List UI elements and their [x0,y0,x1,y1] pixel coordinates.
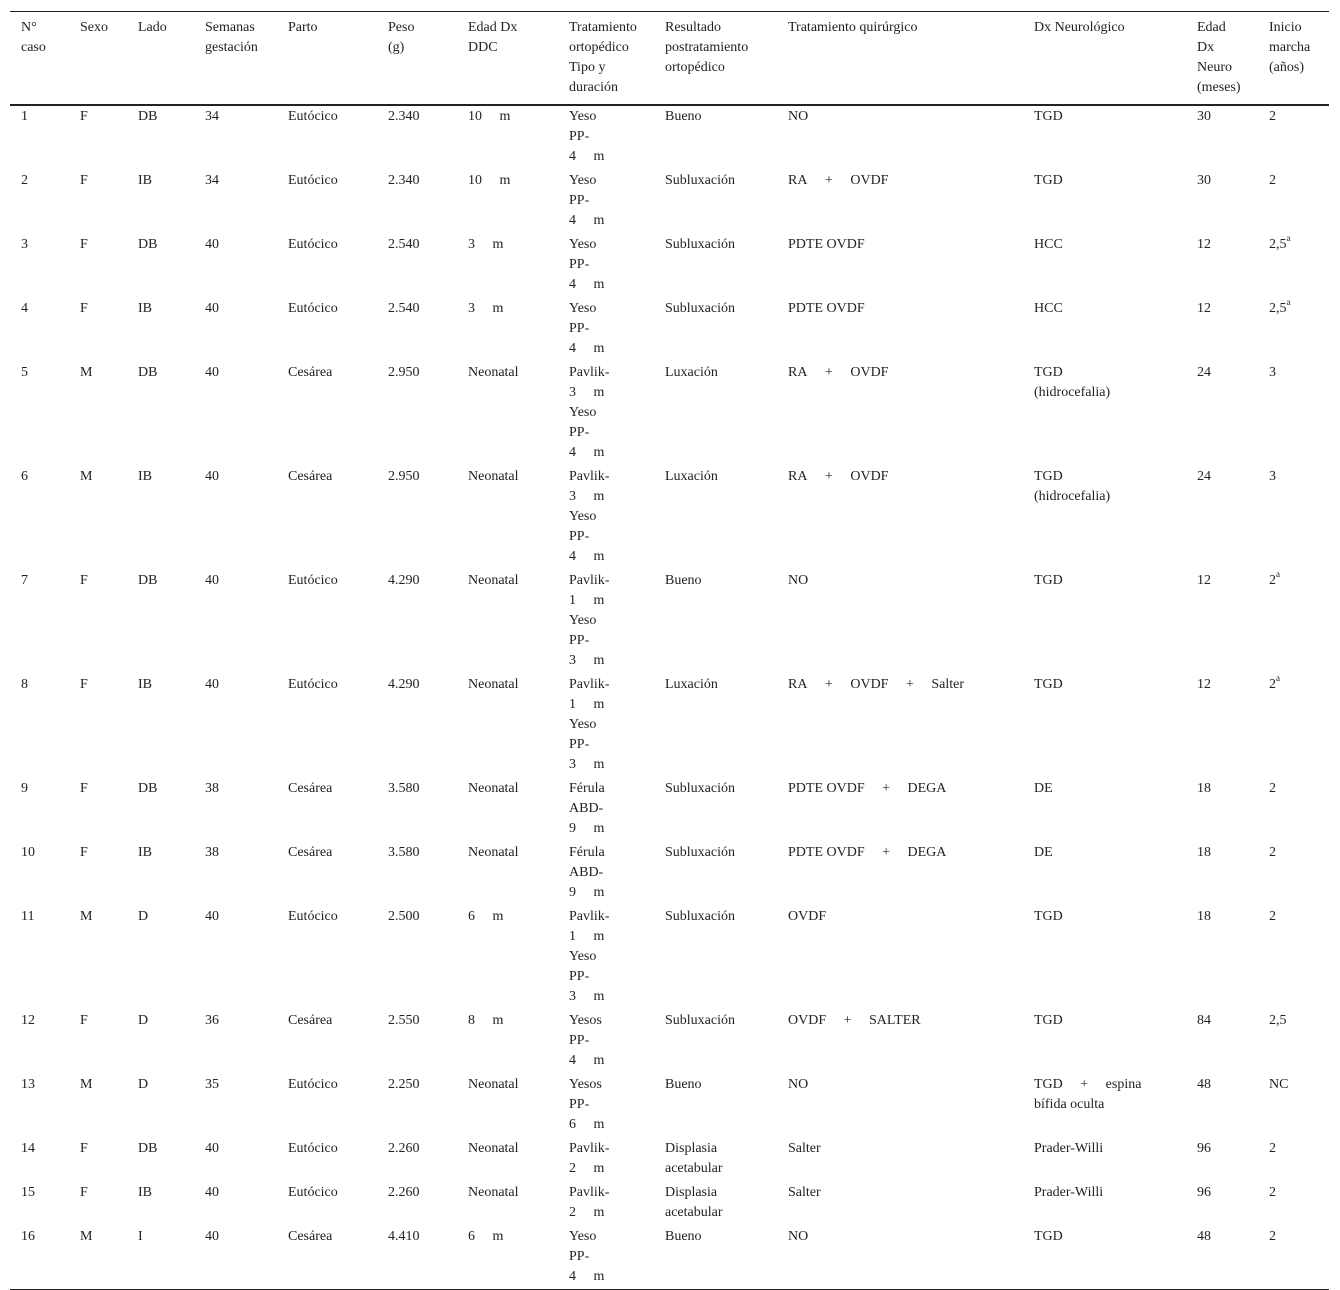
table-row [10,1225,1329,1290]
cell-parto: Eutócico [288,1077,338,1092]
cell-resultado: Subluxación [665,237,735,252]
cell-semanas: 34 [205,109,219,124]
table-row [10,1009,1329,1073]
footnote-marker: a [1276,673,1280,684]
col-header-peso: Peso (g) [388,20,415,55]
header-row [10,12,1329,106]
table-row [10,233,1329,297]
cell-edad-dx-neuro: 24 [1197,469,1211,484]
cell-resultado: Subluxación [665,173,735,188]
cell-tratamiento-ortopedico: Yeso PP- 4 m [569,237,605,292]
cell-parto: Eutócico [288,677,338,692]
cell-resultado: Bueno [665,109,702,124]
cell-tratamiento-quirurgico: RA + OVDF [788,173,889,188]
cell-inicio-marcha: 2 [1269,109,1276,124]
footnote-marker: a [1276,569,1280,580]
cell-peso: 3.580 [388,781,420,796]
table-row [10,297,1329,361]
cell-resultado: Luxación [665,677,718,692]
cell-tratamiento-quirurgico: OVDF + SALTER [788,1013,921,1028]
cell-lado: D [138,1077,149,1092]
cell-resultado: Bueno [665,573,702,588]
cell-caso: 3 [21,237,28,252]
cell-dx-neurologico: Prader-Willi [1034,1141,1104,1156]
cell-caso: 1 [21,109,28,124]
cell-dx-neurologico: TGD + espina bífida oculta [1034,1077,1142,1112]
cell-dx-neurologico: DE [1034,845,1053,860]
cell-sexo: F [80,1141,88,1156]
cell-inicio-marcha: 2,5 [1269,1013,1287,1028]
cell-edad-dx-ddc: 8 m [468,1013,504,1028]
cell-caso: 7 [21,573,28,588]
cell-peso: 2.250 [388,1077,420,1092]
cell-edad-dx-neuro: 12 [1197,301,1211,316]
cell-parto: Eutócico [288,301,338,316]
cell-resultado: Subluxación [665,909,735,924]
cell-lado: IB [138,173,152,188]
cell-semanas: 40 [205,237,219,252]
table-row [10,777,1329,841]
cell-edad-dx-neuro: 96 [1197,1141,1211,1156]
cell-lado: DB [138,781,158,796]
cell-edad-dx-neuro: 84 [1197,1013,1211,1028]
table-row [10,569,1329,673]
cell-tratamiento-quirurgico: PDTE OVDF + DEGA [788,781,947,796]
cell-tratamiento-quirurgico: PDTE OVDF [788,301,865,316]
cell-caso: 13 [21,1077,35,1092]
cell-tratamiento-ortopedico: Pavlik- 1 m Yeso PP- 3 m [569,909,610,1004]
cell-lado: D [138,1013,149,1028]
cell-semanas: 38 [205,845,219,860]
cell-tratamiento-ortopedico: Férula ABD- 9 m [569,845,605,900]
table-container [10,11,1329,1290]
col-header-tratamiento-ortopedico: Tratamiento ortopédico Tipo y duración [569,20,637,95]
cell-dx-neurologico: TGD [1034,109,1063,124]
cell-semanas: 36 [205,1013,219,1028]
cell-parto: Cesárea [288,781,333,796]
cell-semanas: 38 [205,781,219,796]
cell-semanas: 40 [205,573,219,588]
table-row [10,841,1329,905]
cell-sexo: F [80,237,88,252]
cell-caso: 6 [21,469,28,484]
cell-parto: Eutócico [288,1141,338,1156]
cell-edad-dx-ddc: Neonatal [468,1077,519,1092]
cell-caso: 14 [21,1141,35,1156]
cell-peso: 2.340 [388,173,420,188]
cell-tratamiento-quirurgico: Salter [788,1141,821,1156]
col-header-caso: N° caso [21,20,46,55]
cell-dx-neurologico: DE [1034,781,1053,796]
col-header-resultado: Resultado postratamiento ortopédico [665,20,749,75]
cell-lado: IB [138,301,152,316]
cell-peso: 3.580 [388,845,420,860]
cell-caso: 5 [21,365,28,380]
cell-resultado: Bueno [665,1229,702,1244]
patient-table [10,11,1329,1290]
cell-semanas: 40 [205,1229,219,1244]
cell-caso: 8 [21,677,28,692]
cell-parto: Cesárea [288,365,333,380]
cell-lado: IB [138,677,152,692]
cell-dx-neurologico: TGD [1034,1229,1063,1244]
cell-dx-neurologico: TGD [1034,173,1063,188]
cell-resultado: Subluxación [665,845,735,860]
cell-tratamiento-quirurgico: NO [788,1077,809,1092]
cell-tratamiento-ortopedico: Yeso PP- 4 m [569,301,605,356]
cell-resultado: Bueno [665,1077,702,1092]
cell-semanas: 40 [205,909,219,924]
cell-inicio-marcha: 2,5$^a$ [1269,233,1291,252]
cell-sexo: F [80,781,88,796]
cell-semanas: 40 [205,1141,219,1156]
cell-edad-dx-ddc: 3 m [468,237,504,252]
cell-lado: DB [138,237,158,252]
cell-lado: DB [138,109,158,124]
cell-peso: 2.550 [388,1013,420,1028]
cell-tratamiento-quirurgico: NO [788,109,809,124]
cell-edad-dx-neuro: 48 [1197,1077,1211,1092]
cell-tratamiento-ortopedico: Yeso PP- 4 m [569,109,605,164]
cell-dx-neurologico: Prader-Willi [1034,1185,1104,1200]
cell-caso: 2 [21,173,28,188]
cell-dx-neurologico: TGD [1034,573,1063,588]
cell-edad-dx-neuro: 18 [1197,781,1211,796]
cell-parto: Cesárea [288,845,333,860]
cell-tratamiento-ortopedico: Pavlik- 1 m Yeso PP- 3 m [569,677,610,772]
cell-tratamiento-quirurgico: Salter [788,1185,821,1200]
cell-inicio-marcha: 2 [1269,1185,1276,1200]
cell-tratamiento-ortopedico: Yeso PP- 4 m [569,1229,605,1284]
cell-edad-dx-neuro: 30 [1197,173,1211,188]
cell-tratamiento-quirurgico: RA + OVDF + Salter [788,677,965,692]
col-header-sexo: Sexo [80,20,108,35]
cell-edad-dx-ddc: 10 m [468,109,511,124]
col-header-dx-neurologico: Dx Neurológico [1034,20,1125,35]
cell-edad-dx-neuro: 24 [1197,365,1211,380]
cell-edad-dx-ddc: 3 m [468,301,504,316]
cell-lado: DB [138,1141,158,1156]
cell-inicio-marcha: 2 [1269,173,1276,188]
cell-peso: 2.540 [388,301,420,316]
cell-peso: 2.950 [388,365,420,380]
cell-edad-dx-ddc: Neonatal [468,469,519,484]
cell-peso: 2.540 [388,237,420,252]
cell-edad-dx-ddc: Neonatal [468,845,519,860]
cell-parto: Cesárea [288,1229,333,1244]
cell-semanas: 40 [205,365,219,380]
cell-dx-neurologico: TGD [1034,1013,1063,1028]
cell-lado: DB [138,365,158,380]
cell-sexo: M [80,1229,93,1244]
cell-sexo: F [80,301,88,316]
table-row [10,465,1329,569]
cell-peso: 2.260 [388,1185,420,1200]
cell-dx-neurologico: TGD (hidrocefalia) [1034,469,1111,504]
cell-tratamiento-ortopedico: Yeso PP- 4 m [569,173,605,228]
cell-lado: IB [138,1185,152,1200]
cell-resultado: Displasia acetabular [665,1185,723,1220]
cell-lado: IB [138,469,152,484]
cell-tratamiento-quirurgico: NO [788,573,809,588]
cell-inicio-marcha: 2,5$^a$ [1269,297,1291,316]
cell-dx-neurologico: HCC [1034,301,1063,316]
cell-resultado: Luxación [665,365,718,380]
cell-inicio-marcha: 2 [1269,845,1276,860]
cell-inicio-marcha: 2 [1269,909,1276,924]
cell-tratamiento-quirurgico: OVDF [788,909,827,924]
cell-sexo: F [80,845,88,860]
col-header-tratamiento-quirurgico: Tratamiento quirúrgico [788,20,918,35]
cell-inicio-marcha: 2$^a$ [1269,569,1280,588]
cell-edad-dx-neuro: 96 [1197,1185,1211,1200]
footnote-marker: a [1286,297,1291,308]
cell-edad-dx-neuro: 12 [1197,237,1211,252]
cell-caso: 15 [21,1185,35,1200]
table-row [10,361,1329,465]
cell-peso: 2.500 [388,909,420,924]
cell-sexo: M [80,469,93,484]
cell-edad-dx-ddc: Neonatal [468,365,519,380]
cell-lado: DB [138,573,158,588]
cell-parto: Eutócico [288,173,338,188]
cell-tratamiento-ortopedico: Yesos PP- 6 m [569,1077,605,1132]
cell-parto: Eutócico [288,109,338,124]
cell-parto: Eutócico [288,1185,338,1200]
cell-tratamiento-ortopedico: Pavlik- 2 m [569,1141,610,1176]
cell-edad-dx-ddc: Neonatal [468,1185,519,1200]
cell-tratamiento-ortopedico: Pavlik- 2 m [569,1185,610,1220]
table-row [10,1137,1329,1181]
cell-sexo: M [80,1077,93,1092]
cell-peso: 4.410 [388,1229,420,1244]
cell-tratamiento-ortopedico: Pavlik- 3 m Yeso PP- 4 m [569,365,610,460]
footnote-marker: a [1286,233,1291,244]
cell-inicio-marcha: 3 [1269,469,1276,484]
cell-edad-dx-ddc: Neonatal [468,781,519,796]
cell-inicio-marcha: 2 [1269,1229,1276,1244]
table-row [10,905,1329,1009]
cell-inicio-marcha: 2 [1269,1141,1276,1156]
cell-caso: 12 [21,1013,35,1028]
cell-edad-dx-ddc: 6 m [468,1229,504,1244]
table-row [10,1181,1329,1225]
cell-tratamiento-quirurgico: NO [788,1229,809,1244]
col-header-inicio-marcha: Inicio marcha (años) [1269,20,1311,75]
cell-resultado: Displasia acetabular [665,1141,723,1176]
cell-edad-dx-ddc: Neonatal [468,1141,519,1156]
cell-lado: IB [138,845,152,860]
table-row [10,169,1329,233]
cell-lado: D [138,909,149,924]
cell-tratamiento-ortopedico: Pavlik- 1 m Yeso PP- 3 m [569,573,610,668]
cell-sexo: F [80,677,88,692]
cell-inicio-marcha: 2 [1269,781,1276,796]
cell-caso: 11 [21,909,35,924]
cell-edad-dx-neuro: 12 [1197,677,1211,692]
col-header-edad-dx-neuro: Edad Dx Neuro (meses) [1197,20,1241,95]
cell-tratamiento-ortopedico: Yesos PP- 4 m [569,1013,605,1068]
cell-semanas: 40 [205,469,219,484]
table-row [10,105,1329,169]
cell-parto: Eutócico [288,909,338,924]
cell-peso: 4.290 [388,573,420,588]
cell-edad-dx-neuro: 30 [1197,109,1211,124]
cell-edad-dx-neuro: 18 [1197,845,1211,860]
cell-tratamiento-ortopedico: Férula ABD- 9 m [569,781,605,836]
cell-edad-dx-neuro: 12 [1197,573,1211,588]
cell-dx-neurologico: HCC [1034,237,1063,252]
cell-caso: 16 [21,1229,35,1244]
cell-inicio-marcha: NC [1269,1077,1289,1092]
cell-edad-dx-neuro: 18 [1197,909,1211,924]
cell-inicio-marcha: 2$^a$ [1269,673,1280,692]
cell-parto: Eutócico [288,573,338,588]
col-header-semanas: Semanas gestación [205,20,258,55]
cell-semanas: 40 [205,301,219,316]
cell-sexo: M [80,365,93,380]
cell-semanas: 35 [205,1077,219,1092]
cell-tratamiento-ortopedico: Pavlik- 3 m Yeso PP- 4 m [569,469,610,564]
cell-tratamiento-quirurgico: PDTE OVDF + DEGA [788,845,947,860]
cell-semanas: 40 [205,1185,219,1200]
col-header-lado: Lado [138,20,167,35]
table-row [10,1073,1329,1137]
cell-sexo: F [80,1013,88,1028]
cell-peso: 2.260 [388,1141,420,1156]
cell-sexo: F [80,573,88,588]
cell-semanas: 40 [205,677,219,692]
cell-caso: 4 [21,301,28,316]
cell-sexo: F [80,1185,88,1200]
cell-tratamiento-quirurgico: RA + OVDF [788,365,889,380]
cell-sexo: M [80,909,93,924]
cell-peso: 4.290 [388,677,420,692]
cell-sexo: F [80,109,88,124]
cell-semanas: 34 [205,173,219,188]
cell-inicio-marcha: 3 [1269,365,1276,380]
cell-sexo: F [80,173,88,188]
col-header-parto: Parto [288,20,318,35]
cell-caso: 9 [21,781,28,796]
cell-dx-neurologico: TGD [1034,909,1063,924]
cell-edad-dx-ddc: 6 m [468,909,504,924]
cell-resultado: Subluxación [665,301,735,316]
table-row [10,673,1329,777]
cell-parto: Cesárea [288,1013,333,1028]
cell-resultado: Luxación [665,469,718,484]
cell-tratamiento-quirurgico: RA + OVDF [788,469,889,484]
cell-parto: Eutócico [288,237,338,252]
cell-resultado: Subluxación [665,1013,735,1028]
cell-parto: Cesárea [288,469,333,484]
cell-edad-dx-ddc: 10 m [468,173,511,188]
cell-peso: 2.950 [388,469,420,484]
cell-dx-neurologico: TGD (hidrocefalia) [1034,365,1111,400]
cell-tratamiento-quirurgico: PDTE OVDF [788,237,865,252]
cell-edad-dx-ddc: Neonatal [468,677,519,692]
cell-edad-dx-neuro: 48 [1197,1229,1211,1244]
cell-lado: I [138,1229,143,1244]
table-body [10,105,1329,1290]
cell-resultado: Subluxación [665,781,735,796]
cell-peso: 2.340 [388,109,420,124]
cell-edad-dx-ddc: Neonatal [468,573,519,588]
cell-caso: 10 [21,845,35,860]
col-header-edad-dx-ddc: Edad Dx DDC [468,20,518,55]
cell-dx-neurologico: TGD [1034,677,1063,692]
